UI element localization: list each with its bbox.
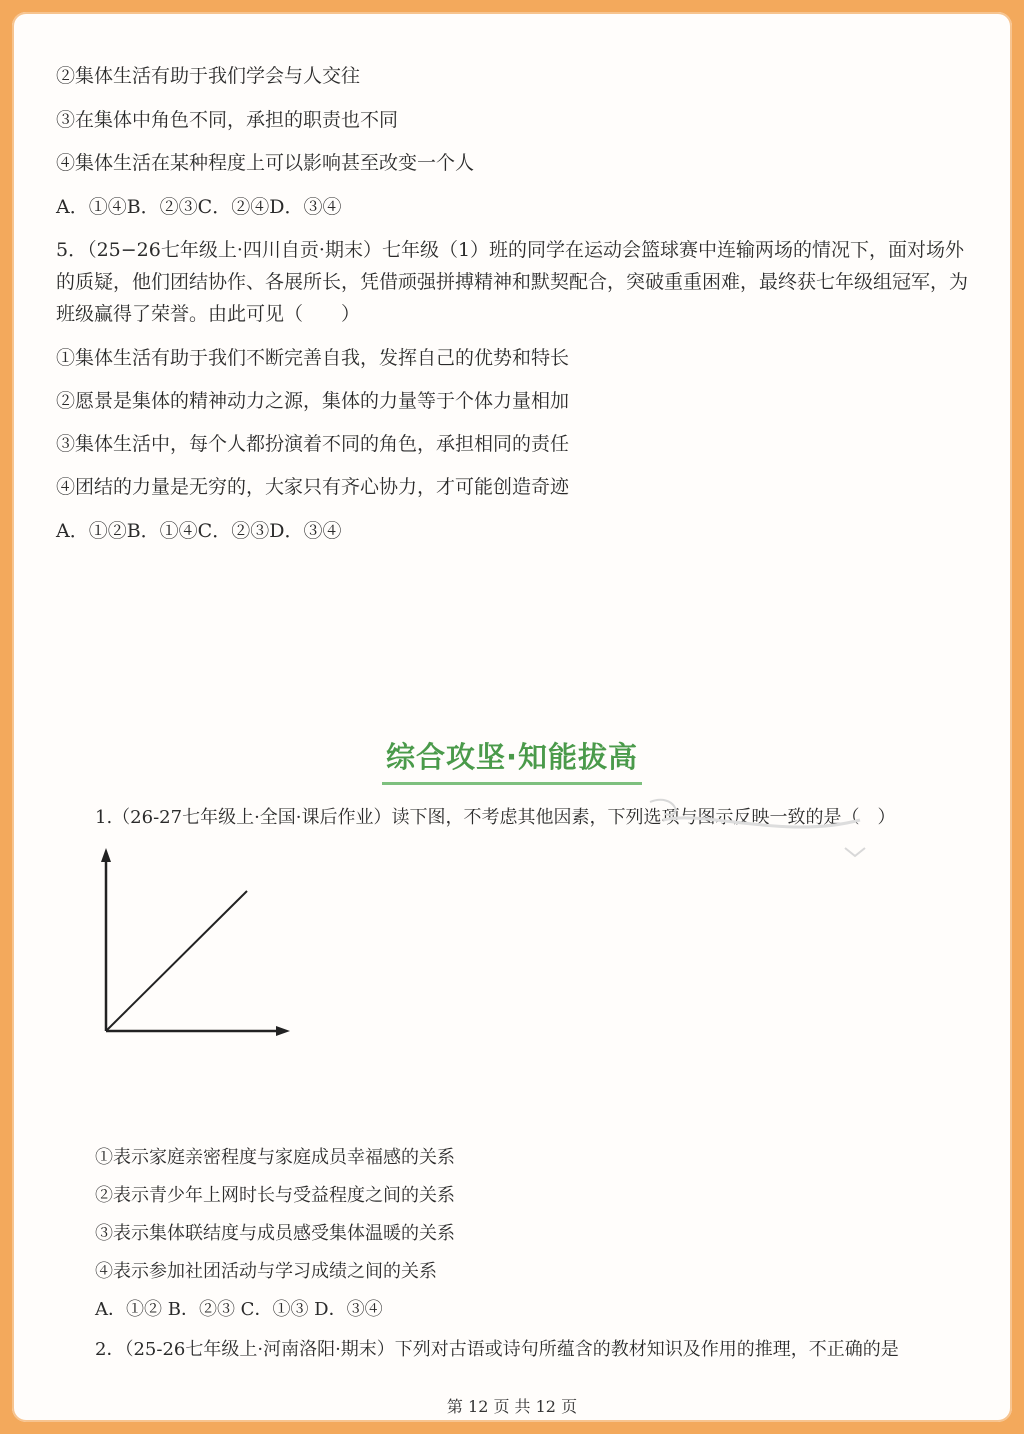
option-4: ④集体生活在某种程度上可以影响甚至改变一个人 (56, 152, 475, 174)
s-q1-option-2: ②表示青少年上网时长与受益程度之间的关系 (95, 1185, 455, 1206)
option-3: ③在集体中角色不同，承担的职责也不同 (56, 109, 399, 131)
s-q1-answer-choices: A．①② B．②③ C．①③ D．③④ (95, 1299, 383, 1320)
q5-answer-choices: A．①②B．①④C．②③D．③④ (56, 520, 342, 542)
trend-line (106, 891, 247, 1031)
page-frame (12, 12, 1012, 1422)
section-heading (0, 735, 1024, 785)
line-graph (92, 842, 302, 1042)
question-5-stem: 5．（25−26七年级上·四川自贡·期末）七年级（1）班的同学在运动会篮球赛中连输两场的情况下，面对场外的质疑，他们团结协作、各展所长，凭借顽强拼搏精神和默契配合，突破重重困难，最终获七年级组冠军，为班级赢得了荣誉。由此可见（ ） (56, 239, 969, 325)
watermark-decoration (645, 790, 875, 860)
y-axis-arrow-icon (101, 848, 111, 862)
s-question-1-stem: 1.（26-27七年级上·全国·课后作业）读下图，不考虑其他因素，下列选项与图示反映一致的是（ ） (95, 807, 896, 828)
option-2: ②集体生活有助于我们学会与人交往 (56, 65, 361, 87)
s-q1-option-4: ④表示参加社团活动与学习成绩之间的关系 (95, 1261, 437, 1282)
s-q1-option-3: ③表示集体联结度与成员感受集体温暖的关系 (95, 1223, 455, 1244)
answer-choices: A．①④B．②③C．②④D．③④ (56, 196, 342, 218)
x-axis-arrow-icon (276, 1026, 290, 1036)
s-question-2-stem: 2．（25-26七年级上·河南洛阳·期末）下列对古语或诗句所蕴含的教材知识及作用的推理，不正确的是 (95, 1339, 899, 1360)
s-q1-option-1: ①表示家庭亲密程度与家庭成员幸福感的关系 (95, 1147, 455, 1168)
q5-option-1: ①集体生活有助于我们不断完善自我，发挥自己的优势和特长 (56, 347, 570, 369)
q5-option-2: ②愿景是集体的精神动力之源，集体的力量等于个体力量相加 (56, 390, 570, 412)
q5-option-3: ③集体生活中，每个人都扮演着不同的角色，承担相同的责任 (56, 433, 570, 455)
q5-option-4: ④团结的力量是无穷的，大家只有齐心协力，才可能创造奇迹 (56, 476, 570, 498)
section-title: 综合攻坚·知能拔高 (382, 735, 642, 785)
page-number: 第 12 页 共 12 页 (446, 1397, 578, 1416)
